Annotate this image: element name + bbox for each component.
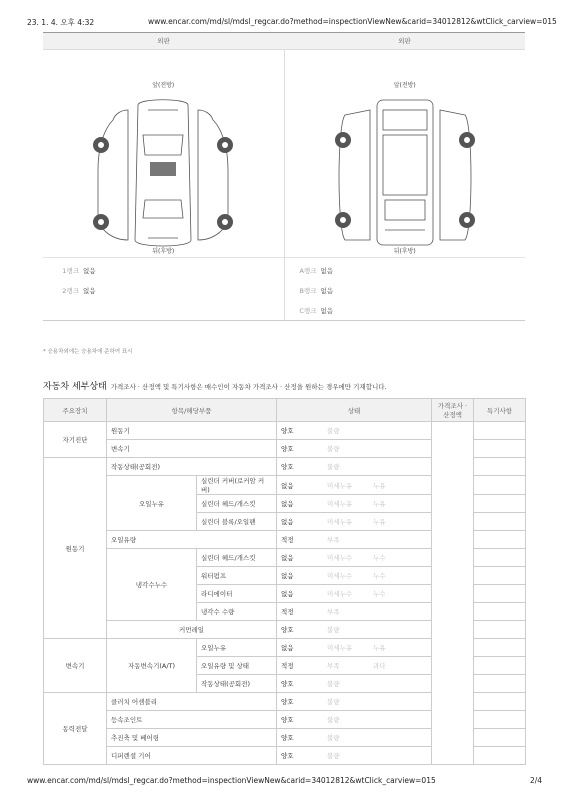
exterior-van-panel xyxy=(284,50,526,320)
inspection-page xyxy=(43,32,525,760)
van-diagram xyxy=(285,90,525,250)
rear-label: 뒤(후방) xyxy=(152,248,175,255)
status-option: 양호 xyxy=(281,716,294,724)
status-option: 없음 xyxy=(281,590,294,598)
status-option: 부족 xyxy=(327,536,340,544)
status-option: 없음 xyxy=(281,554,294,562)
group-cell: 자기진단 xyxy=(44,422,107,458)
status-option: 양호 xyxy=(281,626,294,634)
exterior-body xyxy=(43,50,525,321)
item-cell: 오일유량 xyxy=(107,531,277,549)
status-cell xyxy=(277,675,432,693)
status-option: 누수 xyxy=(373,572,386,580)
column-header: 특기사항 xyxy=(474,399,526,422)
part-cell: 오일유량 및 상태 xyxy=(197,657,277,675)
remark-cell xyxy=(474,440,526,458)
status-option: 누유 xyxy=(373,500,386,508)
status-option: 누유 xyxy=(373,481,386,490)
status-option: 양호 xyxy=(281,698,294,706)
group-cell: 동력전달 xyxy=(44,693,107,765)
footer-url: www.encar.com/md/sl/mdsl_regcar.do?method=inspectionViewNew&carid=34012812&wtClick_carview=015 xyxy=(27,776,436,785)
sedan-diagram xyxy=(43,90,283,250)
status-option: 과다 xyxy=(373,662,386,670)
rank-row: B랭크 없음 xyxy=(299,287,334,295)
part-cell: 냉각수 수량 xyxy=(197,603,277,621)
remark-cell xyxy=(474,585,526,603)
status-option: 불량 xyxy=(327,427,340,435)
item-cell: 등속조인트 xyxy=(107,711,277,729)
exterior-left-title: 외판 xyxy=(157,37,170,45)
status-option: 없음 xyxy=(281,572,294,580)
item-cell: 클러치 어셈블리 xyxy=(107,693,277,711)
status-option: 불량 xyxy=(327,626,340,634)
print-url: www.encar.com/md/sl/mdsl_regcar.do?method=inspectionViewNew&carid=34012812&wtClick_carview=015 xyxy=(148,17,557,26)
part-cell: 워터펌프 xyxy=(197,567,277,585)
status-cell xyxy=(277,476,432,495)
status-option: 불량 xyxy=(327,680,340,688)
rank-row: 1랭크 없음 xyxy=(62,267,96,275)
status-cell xyxy=(277,711,432,729)
status-option: 적정 xyxy=(281,536,294,544)
status-option: 부족 xyxy=(327,662,340,670)
price-cell xyxy=(432,422,474,765)
subitem-cell: 오일누유 xyxy=(107,476,197,531)
item-cell: 변속기 xyxy=(107,440,277,458)
status-cell xyxy=(277,458,432,476)
status-option: 없음 xyxy=(281,518,294,526)
page-number: 2/4 xyxy=(530,776,543,785)
status-cell xyxy=(277,585,432,603)
remark-cell xyxy=(474,476,526,495)
remark-cell xyxy=(474,495,526,513)
remark-cell xyxy=(474,657,526,675)
status-option: 불량 xyxy=(327,716,340,724)
remark-cell xyxy=(474,693,526,711)
part-cell: 실린더 블록/오일팬 xyxy=(197,513,277,531)
front-label: 앞(전방) xyxy=(152,82,175,89)
table-header-row xyxy=(44,399,526,422)
status-option: 양호 xyxy=(281,752,294,760)
status-option: 미세누유 xyxy=(327,481,353,490)
status-cell xyxy=(277,657,432,675)
status-option: 없음 xyxy=(281,481,294,490)
group-cell: 원동기 xyxy=(44,458,107,639)
status-option: 양호 xyxy=(281,463,294,471)
status-option: 양호 xyxy=(281,680,294,688)
front-label: 앞(전방) xyxy=(393,82,416,89)
item-cell: 커먼레일 xyxy=(107,621,277,639)
rank-row: 2랭크 없음 xyxy=(62,287,96,295)
column-header: 가격조사 · 산정액 xyxy=(432,399,474,422)
status-option: 양호 xyxy=(281,445,294,453)
item-cell: 원동기 xyxy=(107,422,277,440)
status-option: 미세누유 xyxy=(327,500,353,508)
section-title: 자동차 세부상태 가격조사 · 산정액 및 특기사항은 매수인이 자동차 가격조사 · 산정을 원하는 경우에만 기재합니다. xyxy=(43,382,387,392)
remark-cell xyxy=(474,513,526,531)
exterior-right-title: 외판 xyxy=(398,37,411,45)
rank-row: C랭크 없음 xyxy=(299,307,334,315)
status-option: 불량 xyxy=(327,463,340,471)
item-cell: 추진축 및 베어링 xyxy=(107,729,277,747)
subitem-cell: 냉각수누수 xyxy=(107,549,197,621)
part-cell: 라디에이터 xyxy=(197,585,277,603)
remark-cell xyxy=(474,603,526,621)
group-cell: 변속기 xyxy=(44,639,107,693)
footnote: * 승용차외에는 승용차에 준하여 표시 xyxy=(43,349,133,355)
column-header: 주요장치 xyxy=(44,399,107,422)
status-cell xyxy=(277,549,432,567)
status-cell xyxy=(277,422,432,440)
print-date: 23. 1. 4. 오후 4:32 xyxy=(27,18,95,27)
remark-cell xyxy=(474,422,526,440)
remark-cell xyxy=(474,621,526,639)
column-header: 항목/해당부품 xyxy=(107,399,277,422)
status-option: 누수 xyxy=(373,554,386,562)
status-option: 미세누수 xyxy=(327,590,353,598)
column-header: 상태 xyxy=(277,399,432,422)
status-cell xyxy=(277,729,432,747)
remark-cell xyxy=(474,747,526,765)
status-cell xyxy=(277,639,432,657)
status-cell xyxy=(277,513,432,531)
remark-cell xyxy=(474,549,526,567)
status-option: 누유 xyxy=(373,644,386,652)
table-row xyxy=(44,422,526,440)
status-option: 없음 xyxy=(281,500,294,508)
status-cell xyxy=(277,693,432,711)
part-cell: 작동상태(공회전) xyxy=(197,675,277,693)
status-cell xyxy=(277,603,432,621)
remark-cell xyxy=(474,675,526,693)
status-cell xyxy=(277,531,432,549)
status-cell xyxy=(277,495,432,513)
status-cell xyxy=(277,747,432,765)
part-cell: 오일누유 xyxy=(197,639,277,657)
subitem-cell: 자동변속기(A/T) xyxy=(107,639,197,693)
status-option: 불량 xyxy=(327,734,340,742)
status-option: 적정 xyxy=(281,608,294,616)
remark-cell xyxy=(474,711,526,729)
part-cell: 실린더 헤드/개스킷 xyxy=(197,549,277,567)
detail-table xyxy=(43,398,526,765)
status-option: 양호 xyxy=(281,427,294,435)
part-cell: 실린더 커버(로커암 커버) xyxy=(197,476,277,495)
remark-cell xyxy=(474,531,526,549)
status-cell xyxy=(277,440,432,458)
remark-cell xyxy=(474,729,526,747)
status-option: 부족 xyxy=(327,608,340,616)
status-option: 양호 xyxy=(281,734,294,742)
rear-label: 뒤(후방) xyxy=(393,248,416,255)
status-option: 누수 xyxy=(373,590,386,598)
status-option: 없음 xyxy=(281,644,294,652)
section-subtitle: 가격조사 · 산정액 및 특기사항은 매수인이 자동차 가격조사 · 산정을 원하는 경우에만 기재합니다. xyxy=(110,383,387,391)
item-cell: 작동상태(공회전) xyxy=(107,458,277,476)
status-option: 미세누유 xyxy=(327,518,353,526)
part-cell: 실린더 헤드/개스킷 xyxy=(197,495,277,513)
remark-cell xyxy=(474,458,526,476)
exterior-sedan-panel xyxy=(43,50,284,320)
exterior-header xyxy=(43,32,525,50)
item-cell: 디퍼렌셜 기어 xyxy=(107,747,277,765)
status-option: 누유 xyxy=(373,518,386,526)
status-option: 미세누유 xyxy=(327,644,353,652)
status-cell xyxy=(277,621,432,639)
status-option: 불량 xyxy=(327,752,340,760)
status-option: 적정 xyxy=(281,662,294,670)
remark-cell xyxy=(474,567,526,585)
remark-cell xyxy=(474,639,526,657)
status-cell xyxy=(277,567,432,585)
status-option: 불량 xyxy=(327,698,340,706)
status-option: 미세누수 xyxy=(327,572,353,580)
status-option: 불량 xyxy=(327,445,340,453)
status-option: 미세누수 xyxy=(327,554,353,562)
rank-row: A랭크 없음 xyxy=(299,267,334,275)
